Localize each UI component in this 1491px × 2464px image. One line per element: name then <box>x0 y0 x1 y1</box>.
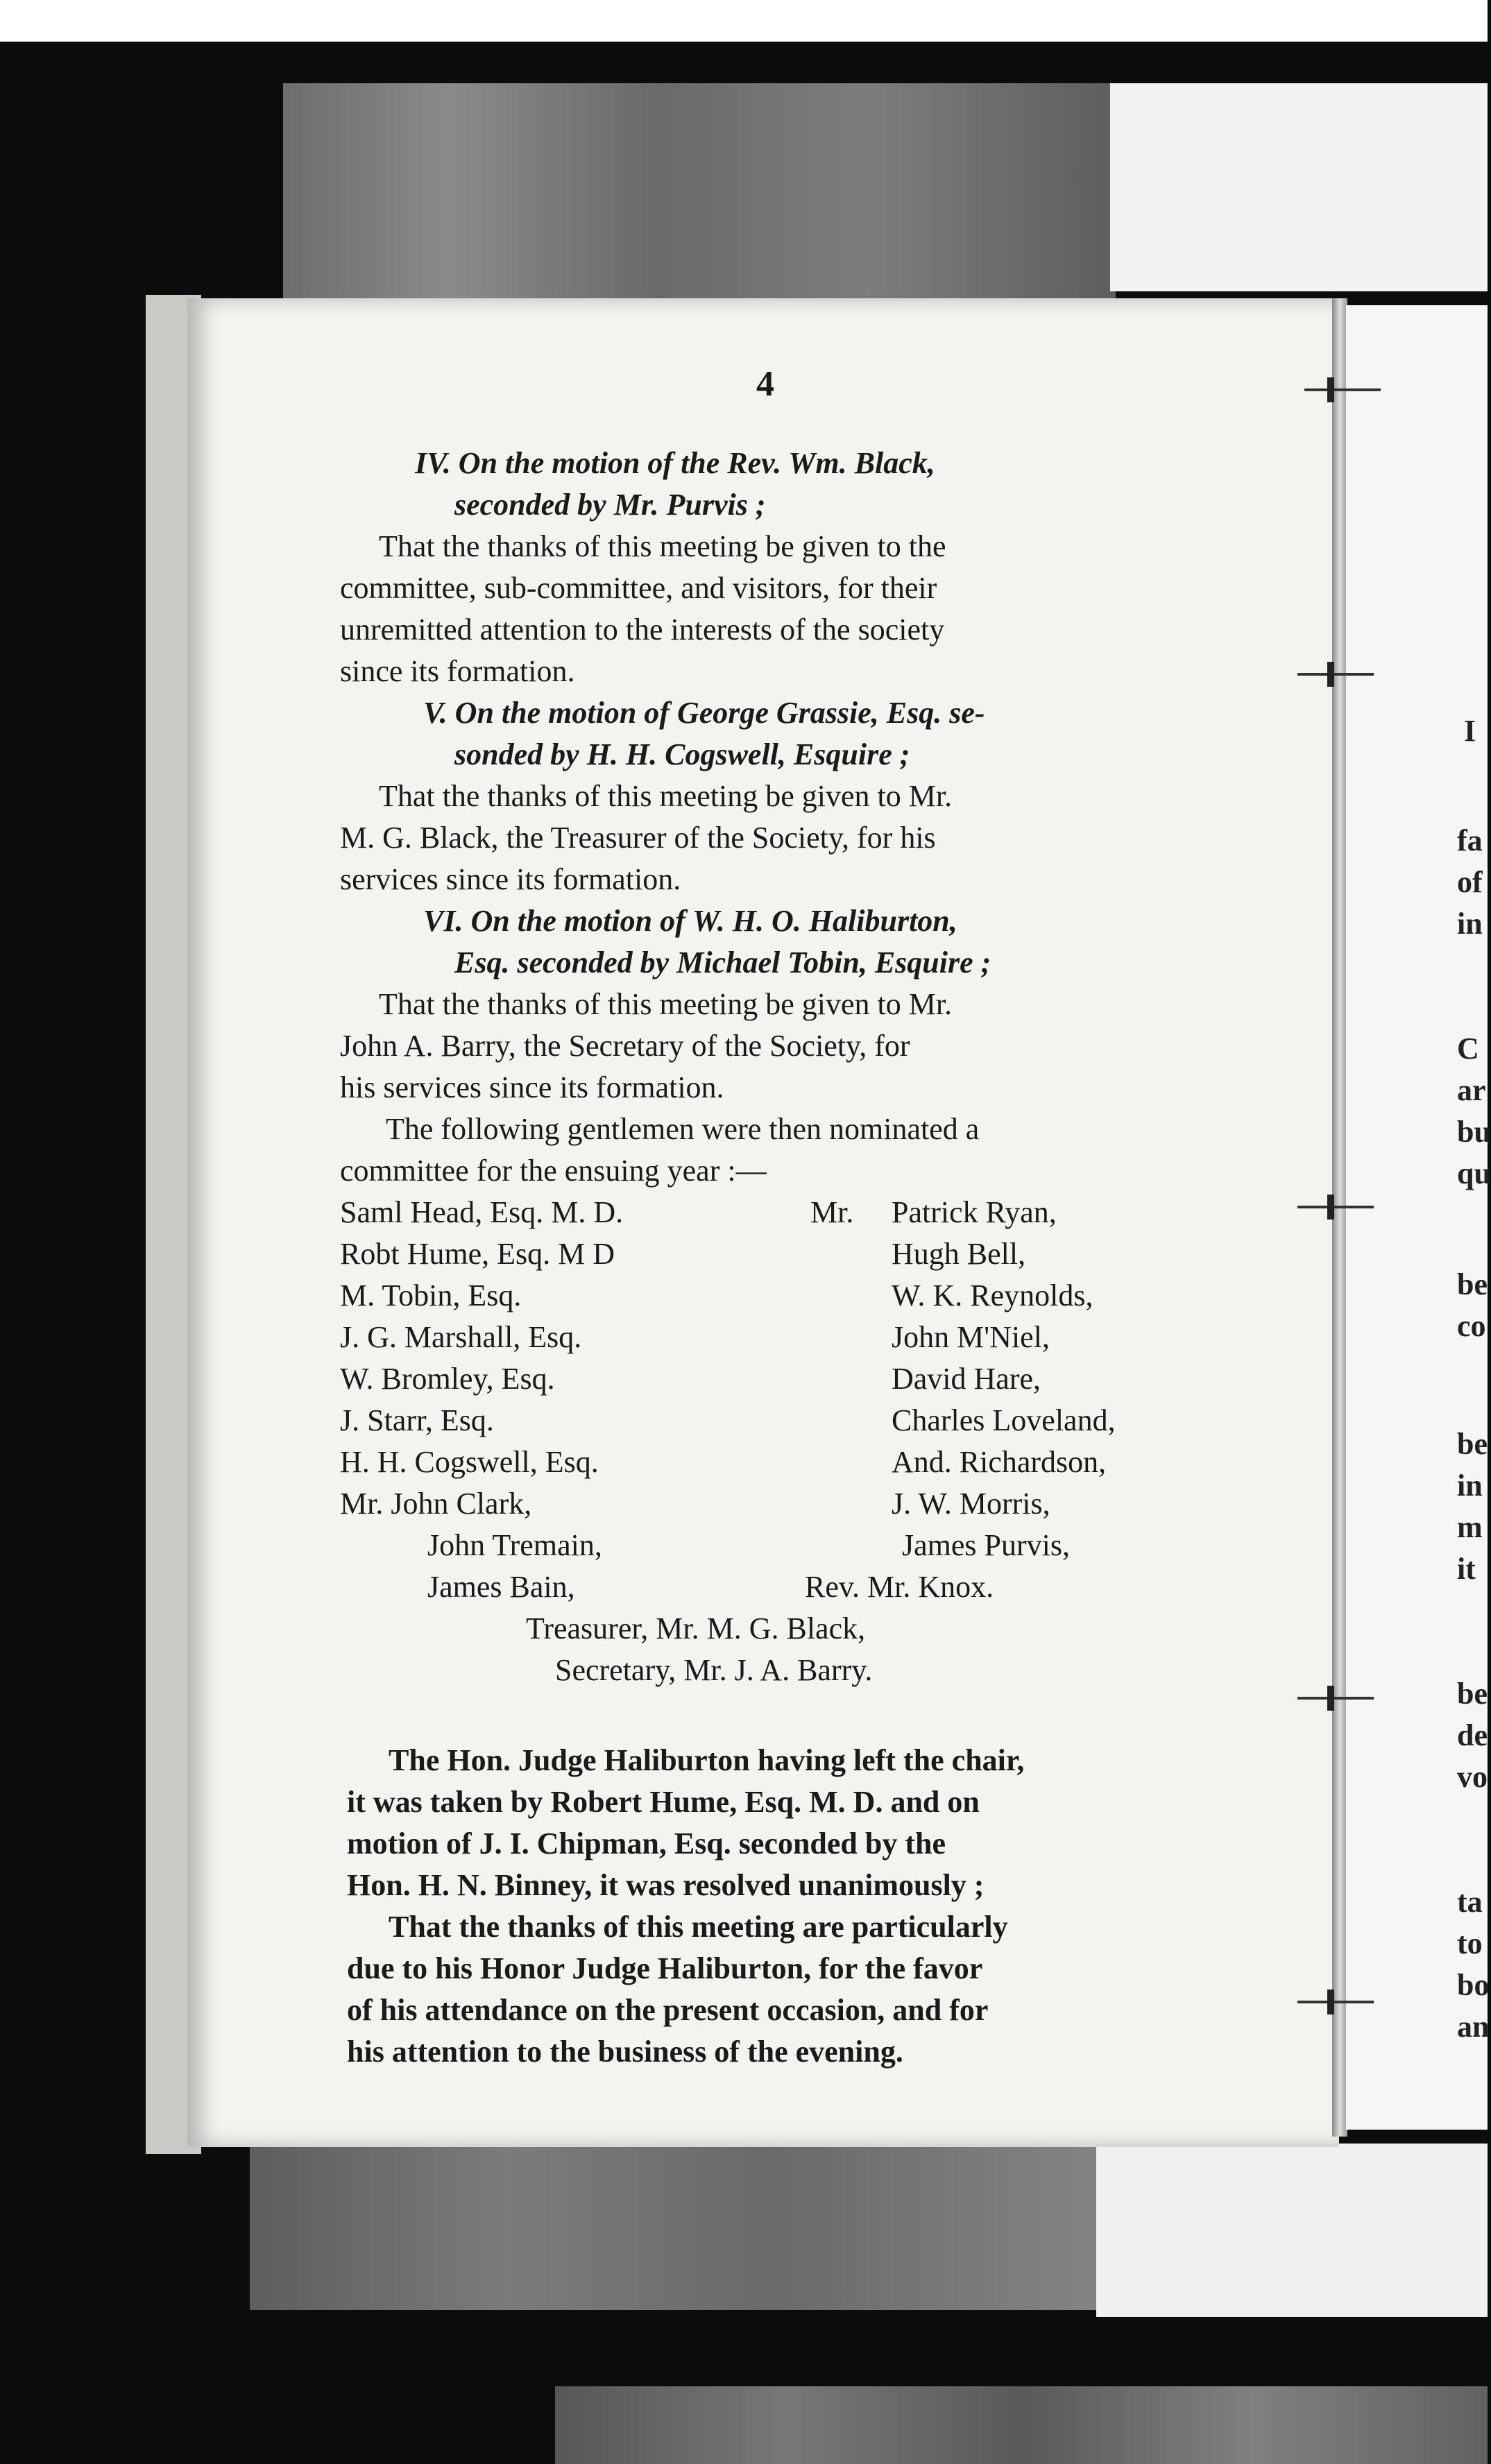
body-line: committee for the ensuing year :— <box>340 1154 767 1188</box>
backdrop-strip <box>555 2386 1488 2464</box>
next-page-fragment: m <box>1457 1510 1483 1544</box>
resolution-heading: sonded by H. H. Cogswell, Esquire ; <box>454 737 910 771</box>
next-page-fragment: bu <box>1457 1115 1491 1149</box>
stitch-mark <box>1297 1697 1374 1700</box>
stitch-mark <box>1327 1686 1334 1711</box>
committee-member: Saml Head, Esq. M. D. <box>340 1195 624 1229</box>
stitch-mark <box>1297 2001 1374 2003</box>
stitch-mark <box>1327 377 1334 402</box>
right-page <box>1346 305 1488 2130</box>
committee-member: John M'Niel, <box>892 1320 1050 1354</box>
next-page-fragment: it <box>1457 1552 1476 1586</box>
next-page-fragment: bo <box>1457 1968 1490 2002</box>
next-page-fragment: vo <box>1457 1760 1488 1794</box>
next-page-fragment: in <box>1457 907 1483 941</box>
backdrop-strip <box>283 83 1116 312</box>
body-line: unremitted attention to the interests of the society <box>340 613 945 647</box>
next-page-fragment: ar <box>1457 1073 1486 1107</box>
body-line: since its formation. <box>340 654 575 688</box>
body-line: The following gentlemen were then nominated a <box>386 1112 980 1146</box>
next-page-fragment: ta <box>1457 1885 1483 1919</box>
committee-member: John Tremain, <box>427 1528 602 1562</box>
page-number: 4 <box>756 364 774 404</box>
committee-member: W. K. Reynolds, <box>892 1278 1093 1312</box>
resolution-heading: IV. On the motion of the Rev. Wm. Black, <box>415 446 935 480</box>
next-page-fragment: fa <box>1457 823 1483 857</box>
next-page-fragment: of <box>1457 865 1483 899</box>
body-line: The Hon. Judge Haliburton having left the chair, <box>389 1743 1025 1777</box>
committee-member: Charles Loveland, <box>892 1403 1116 1437</box>
body-line: of his attendance on the present occasion, and for <box>347 1993 989 2027</box>
committee-member: James Purvis, <box>902 1528 1070 1562</box>
committee-member: Patrick Ryan, <box>892 1195 1057 1229</box>
scan-border <box>0 0 1488 42</box>
next-page-fragment: an <box>1457 2010 1490 2044</box>
book-gutter <box>1332 298 1347 2137</box>
body-line: his attention to the business of the evening. <box>347 2035 903 2069</box>
resolution-heading: V. On the motion of George Grassie, Esq. se- <box>423 696 985 730</box>
backdrop-strip <box>1110 83 1488 291</box>
committee-member: H. H. Cogswell, Esq. <box>340 1445 599 1479</box>
next-page-fragment: to <box>1457 1926 1483 1960</box>
secretary-line: Secretary, Mr. J. A. Barry. <box>555 1653 873 1687</box>
next-page-fragment: qu <box>1457 1156 1491 1190</box>
committee-member: Mr. John Clark, <box>340 1487 532 1521</box>
resolution-heading: seconded by Mr. Purvis ; <box>454 488 766 522</box>
committee-member: James Bain, <box>427 1570 575 1604</box>
body-line: due to his Honor Judge Haliburton, for the favor <box>347 1951 983 1985</box>
committee-member: Hugh Bell, <box>892 1237 1026 1271</box>
stitch-mark <box>1297 1206 1374 1208</box>
committee-member: J. W. Morris, <box>892 1487 1050 1521</box>
stitch-mark <box>1304 388 1381 391</box>
next-page-fragment: I <box>1464 714 1476 748</box>
next-page-fragment: be <box>1457 1677 1488 1711</box>
committee-prefix: Mr. <box>810 1195 854 1229</box>
committee-member: And. Richardson, <box>892 1445 1107 1479</box>
resolution-heading: VI. On the motion of W. H. O. Haliburton, <box>423 904 957 938</box>
stitch-mark <box>1297 673 1374 676</box>
body-line: it was taken by Robert Hume, Esq. M. D. and on <box>347 1785 980 1819</box>
committee-member: M. Tobin, Esq. <box>340 1278 522 1312</box>
body-line: services since its formation. <box>340 862 681 896</box>
backdrop-strip <box>250 2123 1117 2310</box>
committee-member: Robt Hume, Esq. M D <box>340 1237 615 1271</box>
resolution-heading: Esq. seconded by Michael Tobin, Esquire ; <box>454 946 991 979</box>
committee-member: David Hare, <box>892 1362 1041 1396</box>
body-line: That the thanks of this meeting be given to Mr. <box>379 779 953 813</box>
stitch-mark <box>1327 662 1334 687</box>
committee-member: W. Bromley, Esq. <box>340 1362 555 1396</box>
body-line: That the thanks of this meeting be given to Mr. <box>379 987 953 1021</box>
next-page-fragment: be <box>1457 1427 1488 1461</box>
treasurer-line: Treasurer, Mr. M. G. Black, <box>526 1611 866 1645</box>
body-line: That the thanks of this meeting be given to the <box>379 529 946 563</box>
committee-member: J. Starr, Esq. <box>340 1403 494 1437</box>
backdrop-strip <box>1096 2144 1488 2317</box>
next-page-fragment: de <box>1457 1718 1488 1752</box>
next-page-fragment: co <box>1457 1309 1486 1343</box>
next-page-fragment: in <box>1457 1469 1483 1503</box>
body-line: John A. Barry, the Secretary of the Society, for <box>340 1029 910 1063</box>
body-line: M. G. Black, the Treasurer of the Society, for his <box>340 821 936 855</box>
body-line: Hon. H. N. Binney, it was resolved unanimously ; <box>347 1868 985 1902</box>
body-line: his services since its formation. <box>340 1070 724 1104</box>
committee-member: Rev. Mr. Knox. <box>805 1570 994 1604</box>
body-line: committee, sub-committee, and visitors, for their <box>340 571 937 605</box>
body-line: motion of J. I. Chipman, Esq. seconded by the <box>347 1826 946 1860</box>
stitch-mark <box>1327 1990 1334 2014</box>
stitch-mark <box>1327 1195 1334 1220</box>
body-line: That the thanks of this meeting are particularly <box>389 1910 1008 1944</box>
next-page-fragment: be <box>1457 1267 1488 1301</box>
next-page-fragment: C <box>1457 1032 1479 1066</box>
committee-member: J. G. Marshall, Esq. <box>340 1320 582 1354</box>
